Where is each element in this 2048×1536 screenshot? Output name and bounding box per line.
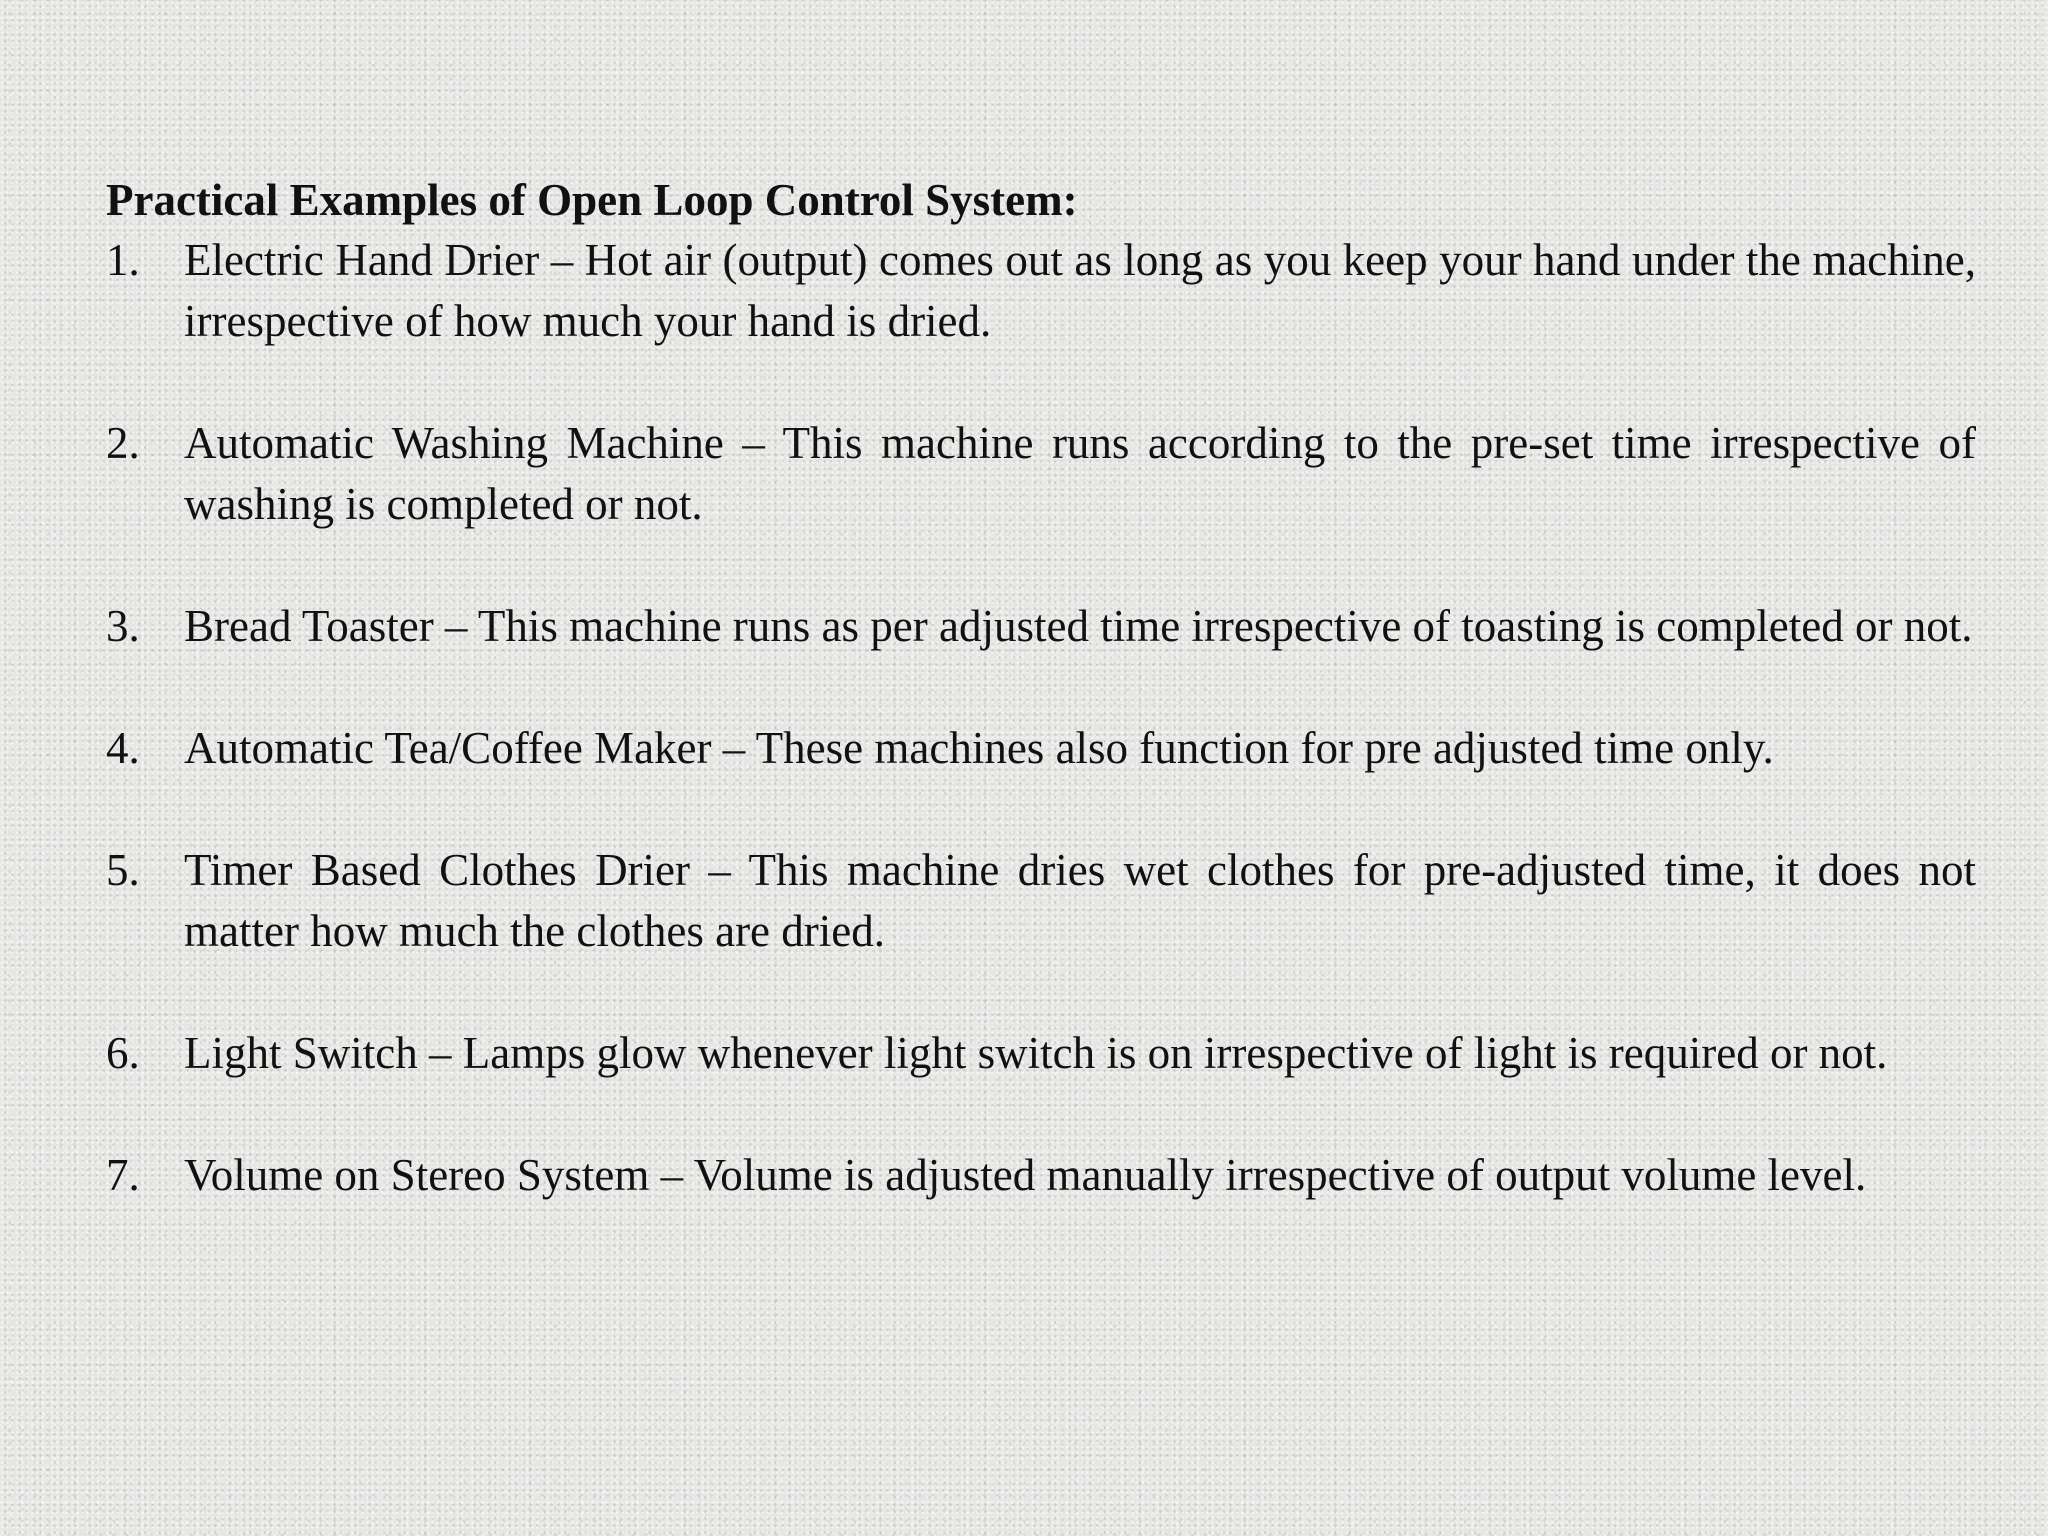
slide-content <box>106 170 1976 1206</box>
list-item <box>106 1145 1976 1206</box>
list-item-text: Timer Based Clothes Drier – This machine dries wet clothes for pre-adjusted time, it does not matter how much the clothes are dried. <box>184 845 1976 956</box>
list-item <box>106 230 1976 352</box>
list-item <box>106 596 1976 657</box>
list-item-number: 2. <box>106 418 140 468</box>
list-item-text: Automatic Tea/Coffee Maker – These machines also function for pre adjusted time only. <box>184 723 1774 773</box>
list-item-number: 7. <box>106 1150 140 1200</box>
list-item <box>106 413 1976 535</box>
list-item-number: 1. <box>106 235 140 285</box>
list-item-number: 3. <box>106 601 140 651</box>
list-item-text: Bread Toaster – This machine runs as per adjusted time irrespective of toasting is completed or not. <box>184 601 1973 651</box>
list-item-text: Light Switch – Lamps glow whenever light switch is on irrespective of light is required or not. <box>184 1028 1888 1078</box>
list-item-text: Volume on Stereo System – Volume is adjusted manually irrespective of output volume level. <box>184 1150 1867 1200</box>
list-item-text: Electric Hand Drier – Hot air (output) comes out as long as you keep your hand under the machine, irrespective of how much your hand is dried. <box>184 235 1976 346</box>
list-item <box>106 840 1976 962</box>
list-item-number: 6. <box>106 1028 140 1078</box>
examples-list <box>106 230 1976 1206</box>
list-item <box>106 718 1976 779</box>
list-item-number: 4. <box>106 723 140 773</box>
list-item-text: Automatic Washing Machine – This machine runs according to the pre-set time irrespective of washing is completed or not. <box>184 418 1976 529</box>
slide-title: Practical Examples of Open Loop Control System: <box>106 175 1078 225</box>
list-item <box>106 1023 1976 1084</box>
list-item-number: 5. <box>106 845 140 895</box>
